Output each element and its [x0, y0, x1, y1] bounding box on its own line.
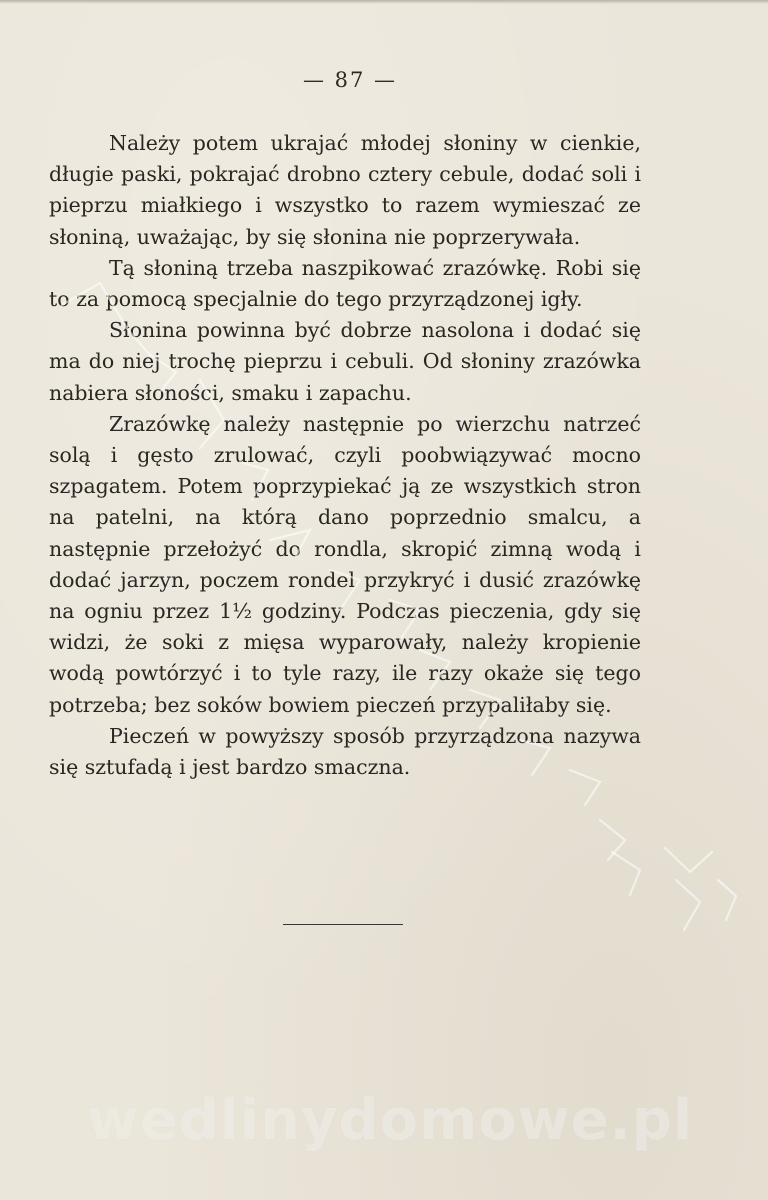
paragraph-4: Zrazówkę należy następnie po wierzchu natrzeć solą i gęsto zrulować, czyli poobwiązywać mocno szpagatem. Potem poprzypiekać ją ze wszystkich stron na patelni, na którą dano poprzednio smalcu, a następnie przełożyć do rondla, skropić zimną wodą i dodać jarzyn, poczem rondel przykryć i dusić zrazówkę na ogniu przez 1½ godziny. Podczas pieczenia, gdy się widzi, że soki z mięsa wyparowały, należy kropienie wodą powtórzyć i to tyle razy, ile razy okaże się tego potrzeba; bez soków bowiem pieczeń przypaliłaby się. [49, 411, 641, 717]
body-text [49, 128, 641, 783]
watermark-stroke [676, 880, 700, 930]
paragraph-5: Pieczeń w powyższy sposób przyrządzona nazywa się sztufadą i jest bardzo smaczna. [49, 723, 641, 780]
paragraph-1: Należy potem ukrajać młodej słoniny w cienkie, długie paski, pokrajać drobno cztery cebule, dodać soli i pieprzu miałkiego i wszystko to razem wymieszać ze słoniną, uważając, by się słonina nie poprzerywała. [49, 131, 641, 249]
watermark-stroke [612, 852, 640, 895]
paragraph-3: Słonina powinna być dobrze nasolona i dodać się ma do niej trochę pieprzu i cebuli. Od słoniny zrazówka nabiera słoności, smaku i zapachu. [49, 318, 641, 405]
page-top-edge [0, 0, 768, 4]
watermark-stroke [665, 848, 712, 872]
watermark-stroke [600, 820, 625, 860]
watermark-text: wedlinydomowe.pl [86, 1088, 694, 1153]
paragraph-2: Tą słoniną trzeba naszpikować zrazówkę. Robi się to za pomocą specjalnie do tego przyrządzonej igły. [49, 255, 641, 312]
page-number: — 87 — [302, 68, 398, 92]
section-divider [283, 924, 403, 925]
watermark-stroke [718, 880, 736, 920]
